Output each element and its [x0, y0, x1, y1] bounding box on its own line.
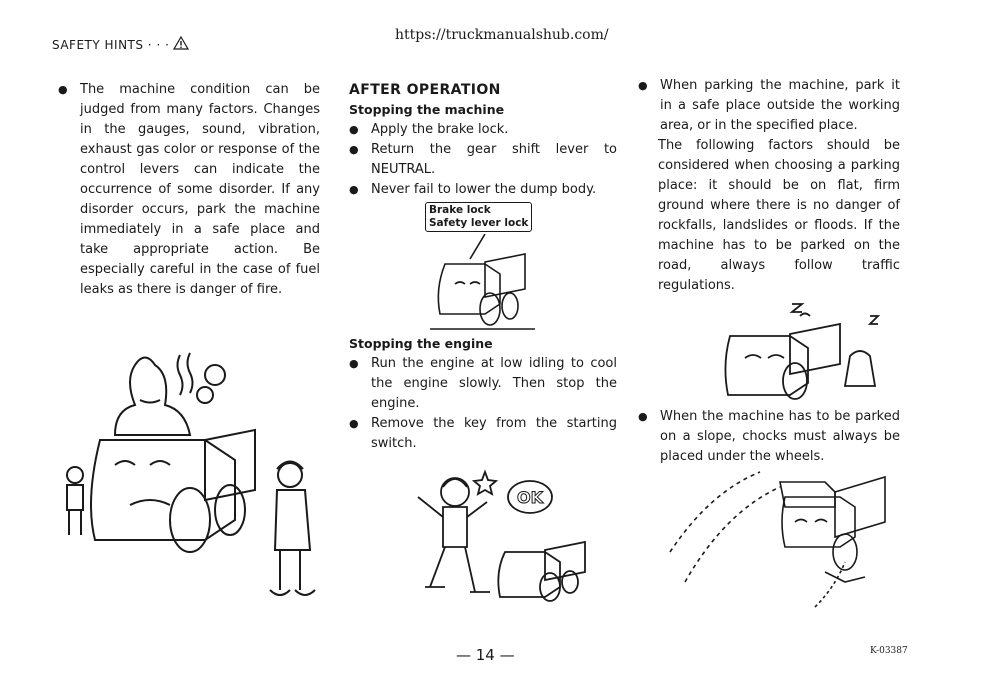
safety-lever-lock-label: Safety lever lock [429, 217, 529, 229]
brake-lock-illustration [425, 202, 540, 332]
brake-lock-callout [425, 202, 532, 232]
list-item: ● Run the engine at low idling to cool the engine slowly. Then stop the engine. [349, 354, 617, 414]
stopping-machine-heading: Stopping the machine [349, 102, 505, 117]
column-2 [349, 80, 617, 200]
parking-bullet: ● When parking the machine, park it in a safe place outside the working area, or in the specified place. [638, 76, 900, 136]
list-item: ● Remove the key from the starting switch. [349, 414, 617, 454]
warning-triangle-icon [173, 36, 189, 53]
parked-truck-illustration [700, 296, 900, 406]
list-item: ● Never fail to lower the dump body. [349, 180, 617, 200]
slope-bullet: ● When the machine has to be parked on a slope, chocks must always be placed under the wheels. [638, 407, 900, 467]
source-url[interactable]: https://truckmanualshub.com/ [395, 27, 609, 43]
stopping-engine-heading: Stopping the engine [349, 336, 493, 351]
parking-factors-paragraph: The following factors should be considered when choosing a parking place: it should be on flat, firm ground where there is no danger of rockfalls, landslides or floods. If the machine has to be parked on the road, always follow traffic regulations. [658, 138, 900, 293]
slope-chocks-illustration [665, 462, 905, 612]
document-code: K-03387 [870, 646, 908, 656]
list-item: ● Return the gear shift lever to NEUTRAL. [349, 140, 617, 180]
engine-stopped-ok-illustration [385, 462, 595, 612]
brake-lock-label: Brake lock [429, 204, 491, 216]
truck-disorder-illustration [55, 345, 325, 610]
section-header [52, 36, 189, 53]
column-1 [58, 80, 320, 300]
column-3 [638, 76, 900, 296]
stopping-engine-section [349, 334, 617, 454]
ok-label: OK [517, 488, 543, 507]
machine-condition-bullet: ● The machine condition can be judged from many factors. Changes in the gauges, sound, vibration, exhaust gas color or response of the control levers can indicate the occurrence of some disorder. If any disorder occurs, park the machine immediately in a safe place and take appropriate action. Be especially careful in the case of fuel leaks as there is danger of fire. [58, 80, 320, 300]
list-item: ● Apply the brake lock. [349, 120, 617, 140]
after-operation-title: AFTER OPERATION [349, 82, 501, 98]
slope-section [638, 407, 900, 467]
page-number: — 14 — [456, 646, 515, 664]
section-title: SAFETY HINTS · · · [52, 37, 170, 52]
